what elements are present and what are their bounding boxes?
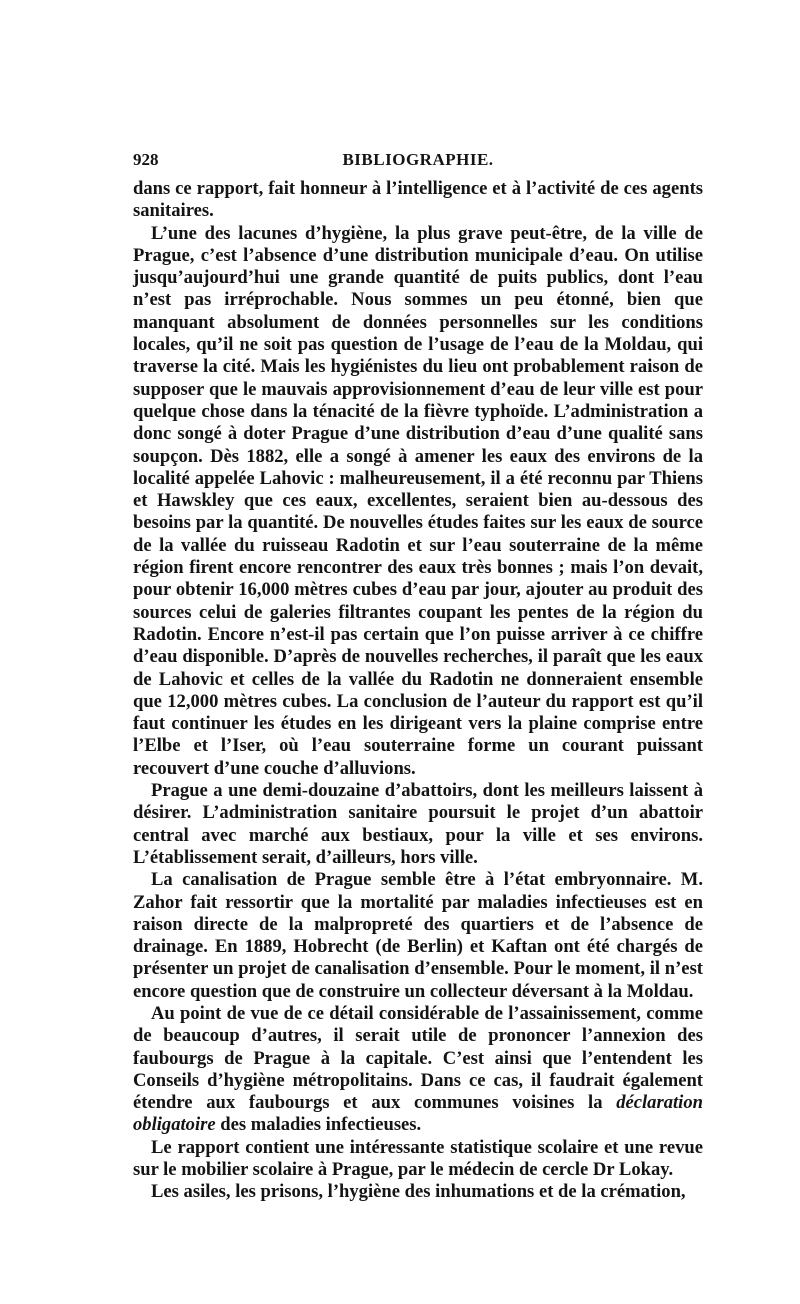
paragraph-continued: dans ce rapport, fait honneur à l’intelligence et à l’activité de ces agents sanitaires. (133, 178, 703, 222)
running-head (133, 150, 703, 178)
paragraph-abattoirs: Prague a une demi-douzaine d’abattoirs, dont les meilleurs laissent à désirer. L’administration sanitaire poursuit le projet d’un abattoir central avec marché aux bestiaux, pour la ville et ses environs. L’établissement serait, d’ailleurs, hors ville. (133, 780, 703, 868)
paragraph-sewerage: La canalisation de Prague semble être à l’état embryonnaire. M. Zahor fait ressortir que la mortalité par maladies infectieuses est en raison directe de la malpropreté des quartiers et de l’absence de drainage. En 1889, Hobrecht (de Berlin) et Kaftan ont été chargés de présenter un projet de canalisation d’ensemble. Pour le moment, il n’est encore question que de construire un collecteur déversant à la Moldau. (133, 869, 703, 1002)
page-number: 928 (133, 150, 159, 169)
paragraph-school-statistics: Le rapport contient une intéressante statistique scolaire et une revue sur le mobilier scolaire à Prague, par le médecin de cercle Dr Lokay. (133, 1136, 703, 1181)
annexation-text-start: Au point de vue de ce détail considérable de l’assainissement, comme de beaucoup d’autres, il serait utile de prononcer l’annexion des faubourgs de Prague à la capitale. C’est ainsi que l’entendent les Conseils d’hygiène métropolitains. Dans ce cas, il faudrait également étendre aux faubourgs et aux communes voisines la (133, 1002, 703, 1114)
paragraph-asylums: Les asiles, les prisons, l’hygiène des inhumations et de la crémation, (151, 1181, 686, 1203)
annexation-text-end: des maladies infectieuses. (215, 1114, 422, 1136)
paragraph-water-supply: L’une des lacunes d’hygiène, la plus grave peut-être, de la ville de Prague, c’est l’absence d’une distribution municipale d’eau. On utilise jusqu’aujourd’hui une grande quantité de puits publics, dont l’eau n’est pas irréprochable. Nous sommes un peu étonné, bien que manquant absolument de données personnelles sur les conditions locales, qu’il ne soit pas question de l’usage de l’eau de la Moldau, qui traverse la cité. Mais les hygiénistes du lieu ont probablement raison de supposer que le mauvais approvisionnement d’eau de leur ville est pour quelque chose dans la ténacité de la fièvre typhoïde. L’administration a donc songé à doter Prague d’une distribution d’eau d’une qualité sans soupçon. Dès 1882, elle a songé à amener les eaux des environs de la localité appelée Lahovic : malheureusement, il a été reconnu par Thiens et Hawskley que ces eaux, excellentes, seraient bien au-dessous des besoins par la quantité. De nouvelles études faites sur les eaux de source de la vallée du ruisseau Radotin et sur l’eau souterraine de la même région firent encore rencontrer des eaux très bonnes ; mais l’on devait, pour obtenir 16,000 mètres cubes d’eau par jour, ajouter au produit des sources celui de galeries filtrantes coupant les pentes de la région du Radotin. Encore n’est-il pas certain que l’on puisse arriver à ce chiffre d’eau disponible. D’après de nouvelles recherches, il paraît que les eaux de Lahovic et celles de la vallée du Radotin ne donneraient ensemble que 12,000 mètres cubes. La conclusion de l’auteur du rapport est qu’il faut continuer les études en les dirigeant vers la plaine comprise entre l’Elbe et l’Iser, où l’eau souterraine forme un courant puissant recouvert d’une couche d’alluvions. (133, 222, 703, 779)
paragraph-annexation (133, 1003, 703, 1137)
emphasis-declaration: déclaration obligatoire (133, 1092, 703, 1136)
section-title: BIBLIOGRAPHIE. (342, 150, 494, 169)
book-page (133, 150, 703, 1204)
